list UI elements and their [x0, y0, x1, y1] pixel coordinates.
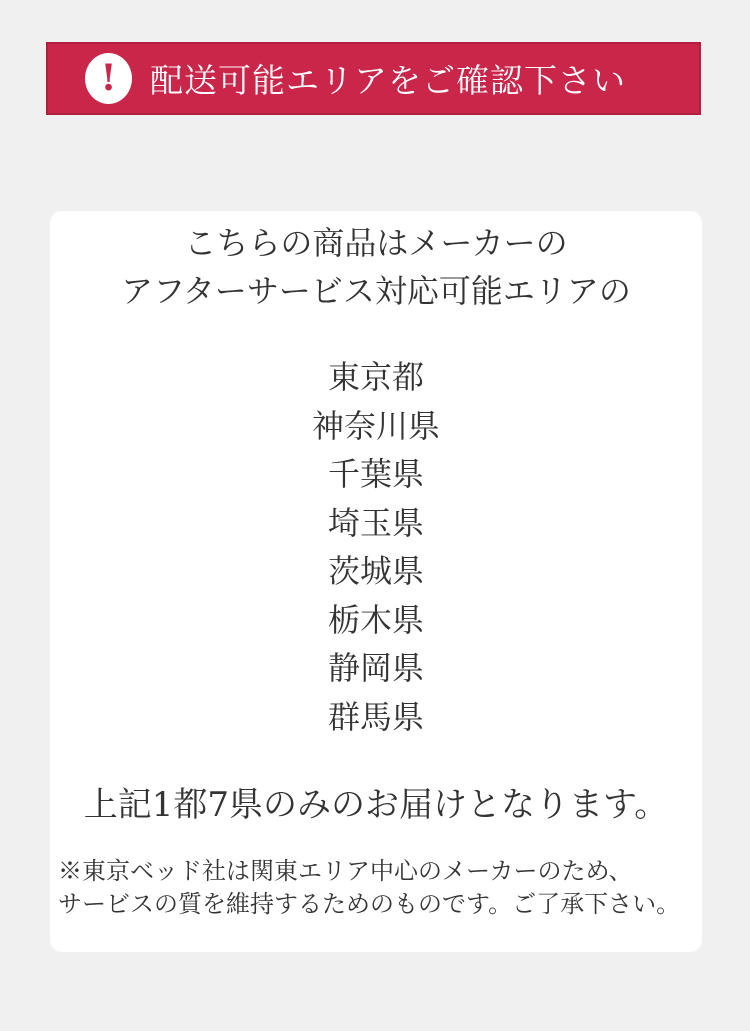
prefecture-item: 群馬県	[327, 697, 424, 736]
prefecture-item: 埼玉県	[327, 503, 424, 542]
exclamation-icon	[85, 53, 132, 104]
prefecture-item: 神奈川県	[311, 406, 440, 445]
exclamation-glyph: !	[100, 56, 117, 99]
prefecture-item: 東京都	[327, 358, 424, 396]
prefecture-item: 千葉県	[327, 455, 424, 493]
intro-text	[50, 219, 702, 315]
note-text	[50, 855, 702, 921]
intro-line-2: アフターサービス対応可能エリアの	[121, 272, 631, 310]
banner-title: 配送可能エリアをご確認下さい	[150, 61, 626, 100]
prefecture-item: 茨城県	[327, 552, 424, 590]
prefecture-item: 栃木県	[327, 600, 424, 639]
prefecture-list	[50, 353, 702, 741]
delivery-area-notice-card	[50, 211, 702, 952]
delivery-area-alert-banner	[46, 42, 701, 115]
intro-line-1: こちらの商品はメーカーの	[184, 224, 568, 262]
note-line-1: ※東京ベッド社は関東エリア中心のメーカーのため、	[58, 857, 633, 885]
prefecture-item: 静岡県	[327, 649, 424, 687]
conclusion-text: 上記1都7県のみのお届けとなります。	[83, 785, 669, 825]
note-line-2: サービスの質を維持するためのものです。ご了承下さい。	[58, 890, 681, 918]
